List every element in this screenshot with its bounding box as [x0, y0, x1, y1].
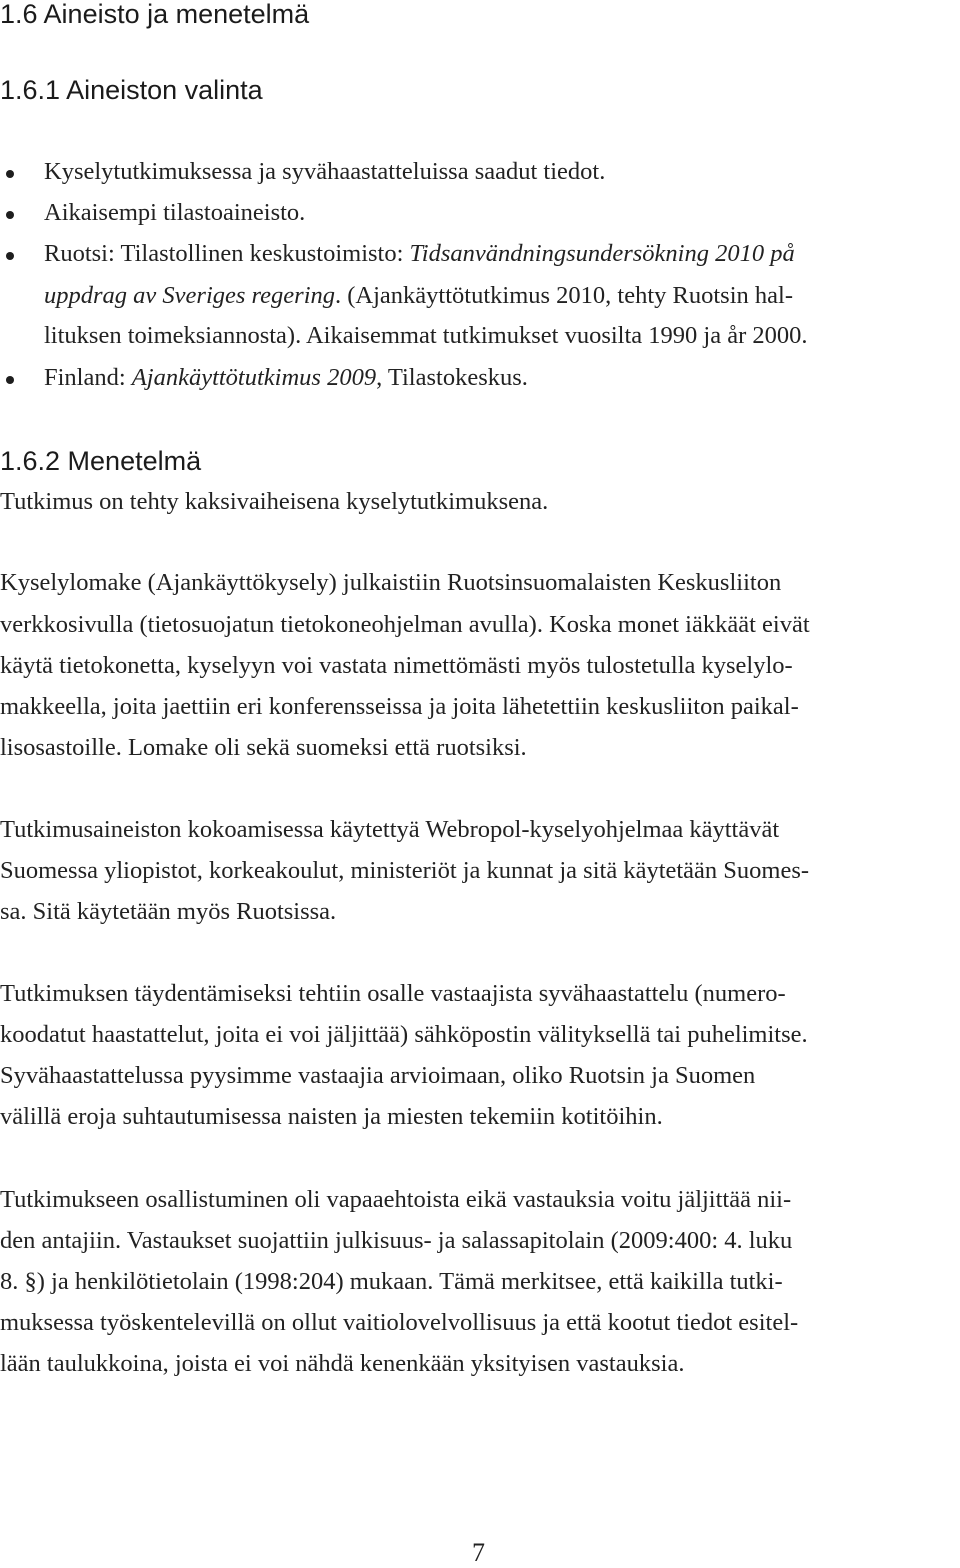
- paragraph-line: verkkosivulla (tietosuojatun tietokoneohjelman avulla). Koska monet iäkkäät eivät: [0, 611, 810, 638]
- list-item: Kyselytutkimuksessa ja syvähaastatteluissa saadut tiedot.: [44, 158, 606, 185]
- section-heading: 1.6 Aineisto ja menetelmä: [0, 0, 310, 29]
- list-item-continuation: [44, 280, 793, 312]
- paragraph-line: Suomessa yliopistot, korkeakoulut, ministeriöt ja kunnat ja sitä käytetään Suomes-: [0, 857, 810, 884]
- bullet-icon: [6, 376, 14, 384]
- paragraph-line: Tutkimusaineiston kokoamisessa käytettyä Webropol-kyselyohjelmaa käyttävät: [0, 816, 780, 843]
- list-item: [44, 238, 795, 270]
- intro-sentence: Tutkimus on tehty kaksivaiheisena kyselytutkimuksena.: [0, 488, 549, 515]
- paragraph-line: välillä eroja suhtautumisessa naisten ja miesten tekemiin kotitöihin.: [0, 1103, 663, 1130]
- subsection-heading-aineiston-valinta: 1.6.1 Aineiston valinta: [0, 75, 263, 105]
- paragraph-line: muksessa työskentelevillä on ollut vaitiolovelvollisuus ja että kootut tiedot esitel-: [0, 1309, 799, 1336]
- list-item-continuation: lituksen toimeksiannosta). Aikaisemmat tutkimukset vuosilta 1990 ja år 2000.: [44, 322, 808, 349]
- bullet-icon: [6, 170, 14, 178]
- list-item-text: , Tilastokeskus.: [376, 364, 528, 391]
- list-item: [44, 362, 528, 394]
- bullet-icon: [6, 252, 14, 260]
- paragraph-line: koodatut haastattelut, joita ei voi jäljittää) sähköpostin välityksellä tai puhelimitse.: [0, 1021, 808, 1048]
- paragraph-line: 8. §) ja henkilötietolain (1998:204) mukaan. Tämä merkitsee, että kaikilla tutki-: [0, 1268, 783, 1295]
- bullet-icon: [6, 211, 14, 219]
- list-item-text: Finland:: [44, 364, 132, 391]
- paragraph-line: Syvähaastattelussa pyysimme vastaajia arvioimaan, oliko Ruotsin ja Suomen: [0, 1062, 756, 1089]
- list-item-text: Ruotsi: Tilastollinen keskustoimisto:: [44, 240, 410, 267]
- paragraph-line: Tutkimukseen osallistuminen oli vapaaehtoista eikä vastauksia voitu jäljittää nii-: [0, 1186, 792, 1213]
- list-item-text: . (Ajankäyttötutkimus 2010, tehty Ruotsin hal-: [335, 282, 793, 309]
- list-item: Aikaisempi tilastoaineisto.: [44, 199, 306, 226]
- paragraph-line: sa. Sitä käytetään myös Ruotsissa.: [0, 898, 337, 925]
- subsection-heading-menetelma: 1.6.2 Menetelmä: [0, 446, 202, 476]
- paragraph-line: lään taulukkoina, joista ei voi nähdä kenenkään yksityisen vastauksia.: [0, 1350, 685, 1377]
- publication-title: uppdrag av Sveriges regering: [44, 282, 335, 309]
- page-number: 7: [472, 1538, 485, 1567]
- paragraph-line: makkeella, joita jaettiin eri konferensseissa ja joita lähetettiin keskusliiton paikal-: [0, 693, 799, 720]
- paragraph-line: käytä tietokonetta, kyselyyn voi vastata nimettömästi myös tulostetulla kyselylo-: [0, 652, 793, 679]
- paragraph-line: Tutkimuksen täydentämiseksi tehtiin osalle vastaajista syvähaastattelu (numero-: [0, 980, 786, 1007]
- paragraph-line: den antajiin. Vastaukset suojattiin julkisuus- ja salassapitolain (2009:400: 4. luku: [0, 1227, 793, 1254]
- paragraph-line: lisosastoille. Lomake oli sekä suomeksi että ruotsiksi.: [0, 734, 527, 761]
- publication-title: Tidsanvändningsundersökning 2010 på: [409, 240, 795, 267]
- paragraph-line: Kyselylomake (Ajankäyttökysely) julkaistiin Ruotsinsuomalaisten Keskusliiton: [0, 569, 782, 596]
- publication-title: Ajankäyttötutkimus 2009: [131, 364, 377, 391]
